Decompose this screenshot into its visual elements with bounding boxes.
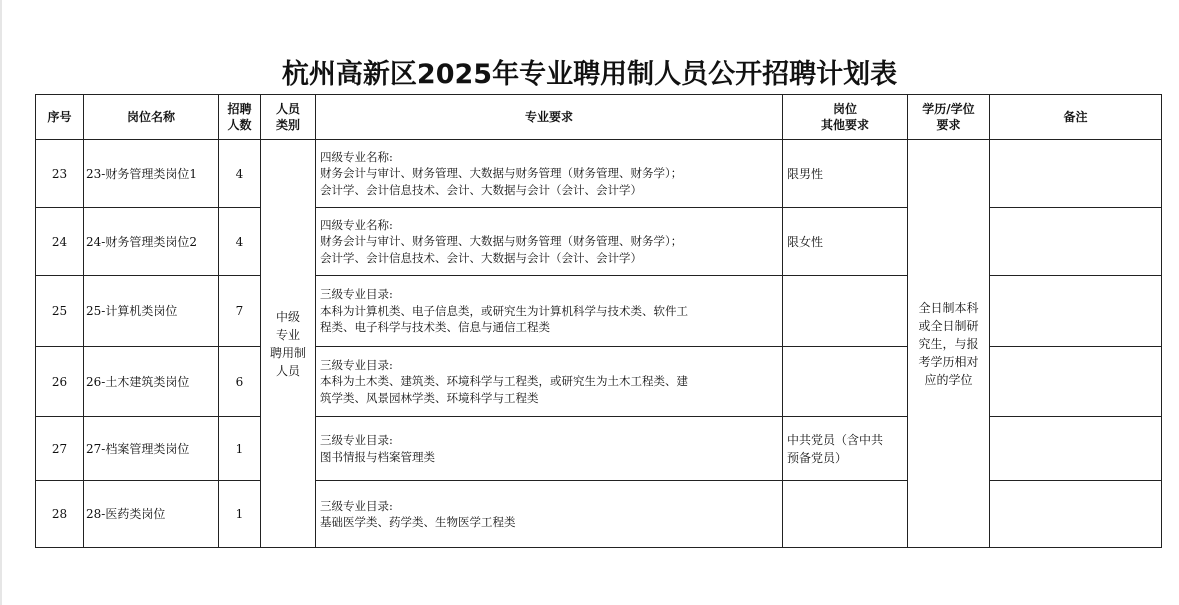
cell-education-merged: 全日制本科 或全日制研 究生，与报 考学历相对 应的学位 (908, 140, 990, 548)
table-row (36, 347, 1162, 417)
cell-remark (990, 140, 1162, 208)
header-hire-count: 招聘 人数 (219, 95, 261, 140)
cell-remark (990, 417, 1162, 481)
cell-seq: 23 (36, 140, 84, 208)
cell-remark (990, 347, 1162, 417)
table-row (36, 417, 1162, 481)
cell-seq: 27 (36, 417, 84, 481)
header-education: 学历/学位 要求 (908, 95, 990, 140)
header-major-requirement: 专业要求 (316, 95, 783, 140)
cell-remark (990, 208, 1162, 276)
recruitment-plan-table (35, 94, 1162, 548)
table-header-row (36, 95, 1162, 140)
cell-position-name: 23-财务管理类岗位1 (84, 140, 219, 208)
document-title: 杭州高新区2025年专业聘用制人员公开招聘计划表 (281, 59, 898, 90)
cell-other-requirement: 限男性 (783, 140, 908, 208)
header-remarks: 备注 (990, 95, 1162, 140)
table-row (36, 481, 1162, 548)
cell-position-name: 28-医药类岗位 (84, 481, 219, 548)
header-seq: 序号 (36, 95, 84, 140)
cell-position-name: 26-土木建筑类岗位 (84, 347, 219, 417)
cell-hire-count: 7 (219, 276, 261, 347)
cell-major-requirement: 三级专业目录: 基础医学类、药学类、生物医学工程类 (316, 481, 783, 548)
cell-major-requirement: 四级专业名称: 财务会计与审计、财务管理、大数据与财务管理（财务管理、财务学）； 会计学、会计信息技术、会计、大数据与会计（会计、会计学） (316, 140, 783, 208)
cell-seq: 28 (36, 481, 84, 548)
cell-position-name: 27-档案管理类岗位 (84, 417, 219, 481)
cell-hire-count: 1 (219, 417, 261, 481)
cell-seq: 24 (36, 208, 84, 276)
table-row (36, 140, 1162, 208)
table-row (36, 208, 1162, 276)
cell-major-requirement: 三级专业目录: 本科为土木类、建筑类、环境科学与工程类，或研究生为土木工程类、建 筑学类、风景园林学类、环境科学与工程类 (316, 347, 783, 417)
cell-other-requirement (783, 481, 908, 548)
cell-other-requirement (783, 347, 908, 417)
cell-other-requirement: 限女性 (783, 208, 908, 276)
cell-hire-count: 4 (219, 140, 261, 208)
cell-seq: 25 (36, 276, 84, 347)
cell-position-name: 24-财务管理类岗位2 (84, 208, 219, 276)
header-position-name: 岗位名称 (84, 95, 219, 140)
cell-major-requirement: 三级专业目录: 本科为计算机类、电子信息类，或研究生为计算机科学与技术类、软件工 程类、电子科学与技术类、信息与通信工程类 (316, 276, 783, 347)
cell-other-requirement: 中共党员（含中共 预备党员） (783, 417, 908, 481)
header-personnel-type: 人员 类别 (261, 95, 316, 140)
cell-seq: 26 (36, 347, 84, 417)
cell-other-requirement (783, 276, 908, 347)
cell-hire-count: 6 (219, 347, 261, 417)
table-row (36, 276, 1162, 347)
cell-major-requirement: 三级专业目录: 图书情报与档案管理类 (316, 417, 783, 481)
cell-major-requirement: 四级专业名称: 财务会计与审计、财务管理、大数据与财务管理（财务管理、财务学）； 会计学、会计信息技术、会计、大数据与会计（会计、会计学） (316, 208, 783, 276)
cell-hire-count: 4 (219, 208, 261, 276)
cell-hire-count: 1 (219, 481, 261, 548)
cell-remark (990, 481, 1162, 548)
cell-personnel-type-merged: 中级 专业 聘用制 人员 (261, 140, 316, 548)
cell-remark (990, 276, 1162, 347)
header-other-requirement: 岗位 其他要求 (783, 95, 908, 140)
cell-position-name: 25-计算机类岗位 (84, 276, 219, 347)
